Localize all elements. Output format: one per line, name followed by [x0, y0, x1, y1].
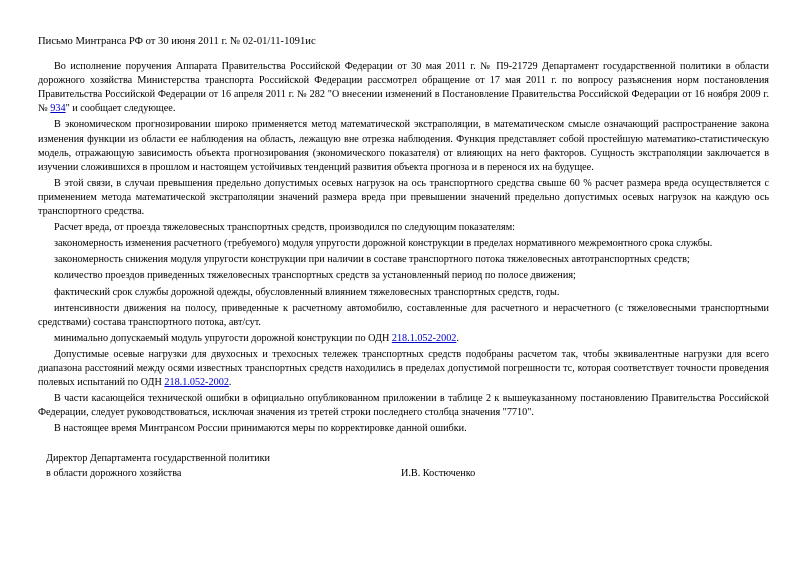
- paragraph-axle-loads-text-end: .: [228, 377, 232, 389]
- paragraph-corrections: В настоящее время Минтрансом России принимаются меры по корректировке данной ошибки.: [54, 423, 467, 435]
- signatory-name: И.В. Костюченко: [401, 467, 476, 479]
- list-item-2: закономерность снижения модуля упругости конструкции при наличии в составе транспортного потока тяжеловесных автотранспортных средств;: [54, 254, 690, 266]
- link-odn-218-1[interactable]: 218.1.052-2002: [391, 332, 457, 344]
- document-title: Письмо Минтранса РФ от 30 июня 2011 г. № 02-01/11-1091ис: [38, 36, 316, 47]
- signature-position-line-1: Директор Департамента государственной политики: [46, 453, 270, 465]
- paragraph-1-text-end: " и сообщает следующее.: [65, 103, 176, 115]
- paragraph-4: Расчет вреда, от проезда тяжеловесных транспортных средств, производился по следующим показателям:: [54, 222, 515, 234]
- list-item-4: фактический срок службы дорожной одежды, обусловленный влиянием тяжеловесных транспортных средств, годы.: [54, 286, 560, 298]
- paragraph-2: В экономическом прогнозировании широко применяется метод математической экстраполяции, в математическом смысле означающий распространение закона изменения функции из области ее наблюдения на область, лежащую вне отрезка наблюдения. Функция представляет собой простейшую математико-статистическую модель, отражающую зависимость объекта прогнозирования (экономического показателя) от влияющих на него факторов. Сущность экстраполяции заключается в изучении сложившихся в прошлом и настоящем устойчивых тенденций развития объекта прогноза и в перенося их на будущее.: [38, 119, 769, 173]
- paragraph-1-text-start: Во исполнение поручения Аппарата Правительства Российской Федерации от 30 мая 2011 г. № П9-21729 Департамент государственной политики в области дорожного хозяйства Министерства транспорта Российской Федерации рассмотрел обращение от 17 мая 2011 г. по вопросу разъяснения норм постановления Правительства Российской Федерации от 16 апреля 2011 г. № 282 "О внесении изменений в Постановление Правительства Российской Федерации от 16 ноября 2009 г. №: [38, 61, 769, 115]
- paragraph-technical-error: В части касающейся технической ошибки в официально опубликованном приложении в таблице 2 к вышеуказанному постановлению Правительства Российской Федерации, следует руководствоваться, исключая значения из третей строки последнего столбца значения "7710".: [38, 393, 769, 419]
- paragraph-1: [38, 60, 769, 116]
- list-item-6: [38, 332, 769, 346]
- list-item-6-text-end: .: [456, 332, 459, 344]
- list-item-6-text-start: минимально допускаемый модуль упругости дорожной конструкции по ОДН: [54, 332, 392, 344]
- signature-block: [46, 452, 769, 480]
- link-odn-218-2[interactable]: 218.1.052-2002: [164, 377, 229, 389]
- signature-position-line-2: в области дорожного хозяйства: [46, 467, 182, 479]
- list-item-5: интенсивности движения на полосу, приведенные к расчетному автомобилю, составленные для расчетного и нерасчетного (с тяжеловесными транспортными средствами) состава транспортного потока, авт/сут.: [38, 302, 769, 328]
- list-item-1: закономерность изменения расчетного (требуемого) модуля упругости дорожной конструкции в пределах нормативного межремонтного срока службы.: [54, 238, 713, 250]
- paragraph-axle-loads: [38, 348, 769, 390]
- signature-row: [46, 467, 769, 481]
- list-item-3: количество проездов приведенных тяжеловесных транспортных средств за установленный период по полосе движения;: [54, 270, 576, 282]
- paragraph-axle-loads-text-start: Допустимые осевые нагрузки для двухосных и трехосных тележек транспортных средств подобраны расчетом так, чтобы эквивалентные нагрузки для всего диапазона расстояний между осями известных транспортных средств находились в пределах допустимой погрешности тс, которая соответствует точности проведения полевых испытаний по ОДН: [38, 348, 769, 389]
- paragraph-3: В этой связи, в случаи превышения предельно допустимых осевых нагрузок на ось транспортного средства свыше 60 % расчет размера вреда осуществляется с применением метода математической экстраполяции значений размера вреда при превышении значений предельно допустимых осевых нагрузок на каждую ось транспортного средства.: [38, 177, 769, 218]
- link-decree-934[interactable]: 934: [50, 103, 66, 115]
